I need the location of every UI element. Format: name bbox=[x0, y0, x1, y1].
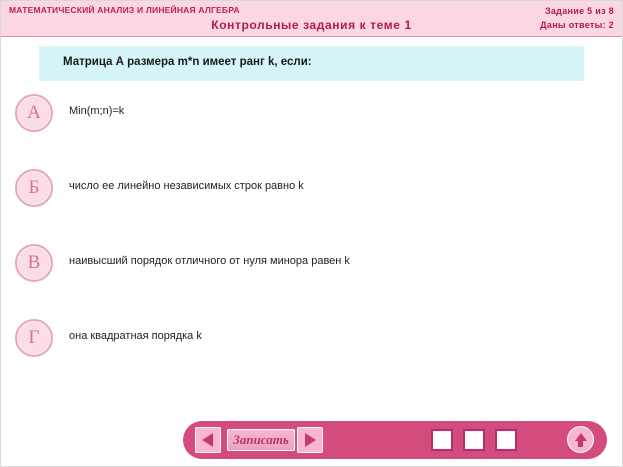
task-counter: Задание 5 из 8 bbox=[544, 6, 614, 16]
header-counters bbox=[540, 4, 614, 32]
option-letter-v: В bbox=[27, 252, 41, 273]
option-badge-g[interactable] bbox=[15, 319, 53, 357]
answer-option-g[interactable] bbox=[1, 319, 623, 379]
record-answer-button[interactable] bbox=[227, 429, 295, 451]
answers-counter: Даны ответы: 2 bbox=[540, 20, 614, 30]
progress-marker-2[interactable] bbox=[463, 429, 485, 451]
option-text-b[interactable]: число ее линейно независимых строк равно k bbox=[69, 180, 304, 192]
option-text-g[interactable]: она квадратная порядка k bbox=[69, 330, 202, 342]
prev-question-button[interactable] bbox=[195, 427, 221, 453]
option-badge-b[interactable] bbox=[15, 169, 53, 207]
progress-marker-3[interactable] bbox=[495, 429, 517, 451]
arrow-up-stem bbox=[578, 440, 583, 447]
course-title: МАТЕМАТИЧЕСКИЙ АНАЛИЗ И ЛИНЕЙНАЯ АЛГЕБРА bbox=[9, 5, 240, 15]
triangle-right-icon bbox=[305, 433, 316, 447]
footer-toolbar bbox=[183, 421, 607, 459]
answer-option-a[interactable] bbox=[1, 94, 623, 154]
page-title: Контрольные задания к теме 1 bbox=[211, 18, 412, 32]
triangle-left-icon bbox=[202, 433, 213, 447]
header-bar bbox=[1, 1, 622, 37]
question-text: Матрица А размера m*n имеет ранг k, если: bbox=[63, 56, 312, 68]
answer-option-b[interactable] bbox=[1, 169, 623, 229]
option-letter-g: Г bbox=[28, 327, 40, 348]
next-question-button[interactable] bbox=[297, 427, 323, 453]
option-letter-b: Б bbox=[28, 177, 40, 198]
progress-marker-1[interactable] bbox=[431, 429, 453, 451]
answer-option-v[interactable] bbox=[1, 244, 623, 304]
option-badge-v[interactable] bbox=[15, 244, 53, 282]
record-answer-label: Записать bbox=[233, 432, 289, 447]
option-text-a[interactable]: Min(m;n)=k bbox=[69, 105, 125, 117]
option-letter-a: А bbox=[27, 102, 41, 123]
question-banner bbox=[39, 46, 584, 81]
option-badge-a[interactable] bbox=[15, 94, 53, 132]
go-up-button[interactable] bbox=[567, 426, 594, 453]
option-text-v[interactable]: наивысший порядок отличного от нуля минора равен k bbox=[69, 255, 350, 267]
